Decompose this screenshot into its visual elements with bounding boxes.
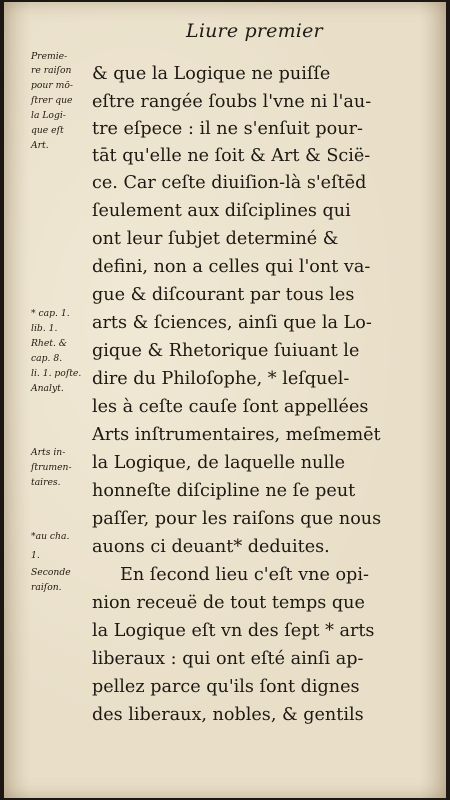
body-line-18: auons ci deuant* deduites. bbox=[92, 537, 330, 557]
margin-note-18: 1. bbox=[31, 550, 40, 561]
margin-note-20: raiſon. bbox=[31, 582, 62, 593]
body-line-11: gique & Rhetorique ſuiuant le bbox=[92, 341, 360, 361]
body-line-4: tāt qu'elle ne ſoit & Art & Scië- bbox=[92, 146, 371, 166]
body-line-19: En ſecond lieu c'eſt vne opi- bbox=[120, 565, 369, 585]
margin-note-16: taires. bbox=[31, 477, 61, 488]
margin-note-7: Art. bbox=[31, 140, 49, 151]
margin-note-6: que eſt bbox=[31, 125, 64, 136]
margin-note-17: *au cha. bbox=[31, 531, 70, 542]
body-line-9: gue & diſcourant par tous les bbox=[92, 285, 355, 305]
margin-note-4: ſtrer que bbox=[31, 95, 73, 106]
running-head: Liure premier bbox=[186, 20, 323, 42]
margin-note-15: ſtrumen- bbox=[31, 462, 72, 473]
body-line-5: ce. Car ceſte diuiſion-là s'eſtēd bbox=[92, 173, 367, 193]
body-line-10: arts & ſciences, ainſi que la Lo- bbox=[92, 313, 372, 333]
margin-note-13: Analyt. bbox=[31, 383, 64, 394]
body-line-8: defini, non a celles qui l'ont va- bbox=[92, 257, 371, 277]
book-page bbox=[4, 2, 446, 798]
body-line-14: Arts inſtrumentaires, meſmemēt bbox=[92, 425, 381, 445]
margin-note-12: li. 1. poſte. bbox=[31, 368, 82, 379]
body-line-7: ont leur ſubjet determiné & bbox=[92, 229, 339, 249]
body-line-15: la Logique, de laquelle nulle bbox=[92, 453, 346, 473]
margin-note-5: la Logi- bbox=[31, 110, 66, 121]
body-line-2: eſtre rangée ſoubs l'vne ni l'au- bbox=[92, 92, 372, 112]
margin-note-2: re raiſon bbox=[31, 65, 72, 76]
body-line-12: dire du Philoſophe, * leſquel- bbox=[92, 369, 350, 389]
margin-note-1: Premie- bbox=[31, 51, 68, 62]
body-line-20: nion receuë de tout temps que bbox=[92, 593, 365, 613]
body-line-17: paſſer, pour les raiſons que nous bbox=[92, 509, 382, 529]
margin-note-19: Seconde bbox=[31, 567, 71, 578]
body-line-3: tre eſpece : il ne s'enſuit pour- bbox=[92, 119, 363, 139]
body-line-24: des liberaux, nobles, & gentils bbox=[92, 705, 364, 725]
body-line-6: ſeulement aux diſciplines qui bbox=[92, 201, 351, 221]
margin-note-14: Arts in- bbox=[31, 447, 66, 458]
margin-note-10: Rhet. & bbox=[31, 338, 67, 349]
body-line-16: honneſte diſcipline ne ſe peut bbox=[92, 481, 356, 501]
margin-note-11: cap. 8. bbox=[31, 353, 63, 364]
body-line-1: & que la Logique ne puiſſe bbox=[92, 64, 331, 84]
body-line-23: pellez parce qu'ils ſont dignes bbox=[92, 677, 360, 697]
margin-note-3: pour mō- bbox=[31, 80, 73, 91]
margin-note-8: * cap. 1. bbox=[31, 308, 70, 319]
body-line-21: la Logique eſt vn des ſept * arts bbox=[92, 621, 375, 641]
body-line-22: liberaux : qui ont eſté ainſi ap- bbox=[92, 649, 364, 669]
body-line-13: les à ceſte cauſe ſont appellées bbox=[92, 397, 369, 417]
margin-note-9: lib. 1. bbox=[31, 323, 58, 334]
